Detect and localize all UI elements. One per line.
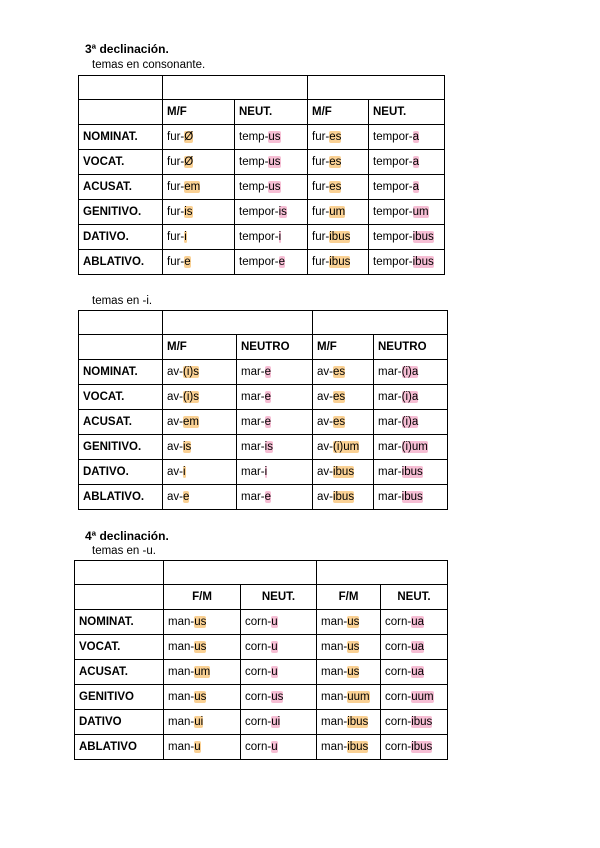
stem: tempor-: [373, 156, 413, 168]
table-top-row: [79, 76, 445, 100]
stem: tempor-: [373, 131, 413, 143]
empty-cell: [79, 311, 163, 335]
stem: av-: [167, 391, 183, 403]
ending-highlight: es: [332, 366, 346, 378]
ending-highlight: e: [182, 491, 190, 503]
ending-highlight: es: [332, 416, 346, 428]
form-cell: [381, 610, 448, 635]
ending-highlight: (i)s: [182, 366, 199, 378]
form-cell: [308, 125, 369, 150]
form-cell: [241, 710, 317, 735]
form-cell: [163, 385, 237, 410]
ending-highlight: em: [184, 181, 201, 193]
table-row: [75, 610, 448, 635]
form-cell: [164, 685, 241, 710]
form-cell: [381, 660, 448, 685]
form-cell: [308, 175, 369, 200]
stem: mar-: [378, 441, 402, 453]
ending-highlight: us: [194, 616, 207, 628]
ending-highlight: ibus: [401, 466, 423, 478]
form-cell: [317, 710, 381, 735]
ending-highlight: Ø: [184, 156, 194, 168]
stem: corn-: [245, 691, 272, 703]
ending-highlight: us: [271, 691, 284, 703]
table-header-row: [75, 585, 448, 610]
form-cell: [235, 225, 308, 250]
stem: mar-: [378, 416, 402, 428]
form-cell: [164, 610, 241, 635]
table-top-row: [75, 561, 448, 585]
form-cell: [317, 660, 381, 685]
stem: temp-: [239, 156, 269, 168]
form-cell: [369, 175, 445, 200]
stem: fur-: [167, 156, 185, 168]
section-subheading-u: temas en -u.: [92, 545, 156, 557]
stem: fur-: [167, 206, 185, 218]
case-label: VOCAT.: [75, 635, 164, 660]
ending-highlight: ui: [194, 716, 204, 728]
table-row: [79, 385, 448, 410]
table-row: [79, 200, 445, 225]
case-label: NOMINAT.: [75, 610, 164, 635]
stem: av-: [317, 491, 333, 503]
form-cell: [241, 635, 317, 660]
stem: av-: [167, 366, 183, 378]
stem: fur-: [312, 181, 330, 193]
stem: av-: [317, 466, 333, 478]
section-heading-3a-declinacion: 3ª declinación.: [85, 42, 169, 56]
ending-highlight: us: [347, 616, 360, 628]
case-label: ACUSAT.: [75, 660, 164, 685]
empty-cell: [313, 311, 448, 335]
case-label: GENITIVO.: [79, 200, 163, 225]
form-cell: [164, 635, 241, 660]
case-label: ACUSAT.: [79, 175, 163, 200]
column-header: M/F: [308, 100, 369, 125]
stem: fur-: [312, 206, 330, 218]
case-label: ACUSAT.: [79, 410, 163, 435]
ending-highlight: is: [278, 206, 287, 218]
table-top-row: [79, 311, 448, 335]
form-cell: [381, 710, 448, 735]
form-cell: [317, 610, 381, 635]
stem: corn-: [385, 641, 412, 653]
table-row: [75, 685, 448, 710]
ending-highlight: (i)a: [401, 366, 419, 378]
ending-highlight: em: [182, 416, 199, 428]
form-cell: [317, 735, 381, 760]
ending-highlight: ibus: [411, 716, 433, 728]
column-header: NEUTRO: [237, 335, 313, 360]
form-cell: [241, 610, 317, 635]
column-header: M/F: [163, 100, 235, 125]
form-cell: [163, 460, 237, 485]
stem: corn-: [245, 716, 272, 728]
empty-cell: [317, 561, 448, 585]
form-cell: [317, 685, 381, 710]
stem: mar-: [241, 466, 265, 478]
stem: av-: [317, 366, 333, 378]
ending-highlight: u: [271, 641, 278, 653]
ending-highlight: us: [194, 691, 207, 703]
form-cell: [313, 460, 374, 485]
column-header: NEUT.: [241, 585, 317, 610]
form-cell: [369, 250, 445, 275]
table-row: [75, 710, 448, 735]
ending-highlight: is: [184, 206, 193, 218]
case-label: DATIVO.: [79, 225, 163, 250]
empty-cell: [163, 76, 308, 100]
table-row: [79, 360, 448, 385]
form-cell: [241, 735, 317, 760]
ending-highlight: um: [329, 206, 346, 218]
case-label: DATIVO: [75, 710, 164, 735]
form-cell: [374, 435, 448, 460]
stem: fur-: [312, 256, 330, 268]
form-cell: [237, 435, 313, 460]
form-cell: [163, 250, 235, 275]
form-cell: [164, 735, 241, 760]
table-row: [75, 660, 448, 685]
ending-highlight: a: [412, 181, 420, 193]
stem: fur-: [167, 131, 185, 143]
form-cell: [163, 200, 235, 225]
form-cell: [163, 175, 235, 200]
ending-highlight: es: [329, 131, 342, 143]
stem: man-: [321, 666, 348, 678]
case-label: ABLATIVO.: [79, 250, 163, 275]
ending-highlight: us: [194, 641, 207, 653]
column-header: [75, 585, 164, 610]
table-row: [79, 410, 448, 435]
stem: mar-: [241, 441, 265, 453]
stem: tempor-: [373, 206, 413, 218]
case-label: GENITIVO: [75, 685, 164, 710]
ending-highlight: ibus: [347, 716, 369, 728]
stem: man-: [321, 691, 348, 703]
table-row: [79, 225, 445, 250]
ending-highlight: i: [278, 231, 282, 243]
form-cell: [163, 125, 235, 150]
form-cell: [163, 485, 237, 510]
ending-highlight: ibus: [401, 491, 423, 503]
stem: man-: [321, 716, 348, 728]
table-row: [79, 150, 445, 175]
ending-highlight: u: [271, 616, 278, 628]
case-label: VOCAT.: [79, 385, 163, 410]
form-cell: [313, 410, 374, 435]
stem: av-: [167, 466, 183, 478]
ending-highlight: (i)s: [182, 391, 199, 403]
ending-highlight: e: [278, 256, 286, 268]
form-cell: [369, 150, 445, 175]
ending-highlight: (i)um: [401, 441, 428, 453]
form-cell: [381, 735, 448, 760]
stem: av-: [167, 441, 183, 453]
form-cell: [241, 685, 317, 710]
ending-highlight: i: [264, 466, 268, 478]
stem: fur-: [312, 156, 330, 168]
ending-highlight: e: [184, 256, 191, 268]
form-cell: [237, 485, 313, 510]
ending-highlight: es: [329, 181, 342, 193]
stem: mar-: [378, 466, 402, 478]
form-cell: [163, 435, 237, 460]
form-cell: [374, 360, 448, 385]
ending-highlight: i: [184, 231, 187, 243]
stem: man-: [321, 616, 348, 628]
form-cell: [369, 125, 445, 150]
ending-highlight: is: [264, 441, 273, 453]
form-cell: [308, 200, 369, 225]
ending-highlight: ibus: [347, 741, 369, 753]
stem: fur-: [167, 256, 185, 268]
form-cell: [313, 385, 374, 410]
stem: fur-: [167, 181, 185, 193]
stem: tempor-: [373, 231, 413, 243]
ending-highlight: us: [268, 156, 281, 168]
form-cell: [235, 175, 308, 200]
section-heading-4a-declinacion: 4ª declinación.: [85, 529, 169, 543]
form-cell: [313, 435, 374, 460]
declension-table-u: [74, 560, 448, 760]
ending-highlight: is: [182, 441, 192, 453]
stem: fur-: [312, 231, 330, 243]
stem: corn-: [385, 691, 412, 703]
table-row: [79, 250, 445, 275]
stem: mar-: [378, 366, 402, 378]
form-cell: [241, 660, 317, 685]
stem: temp-: [239, 131, 269, 143]
form-cell: [235, 125, 308, 150]
column-header: NEUT.: [369, 100, 445, 125]
table-row: [79, 125, 445, 150]
stem: corn-: [245, 616, 272, 628]
stem: temp-: [239, 181, 269, 193]
ending-highlight: (i)a: [401, 416, 419, 428]
ending-highlight: us: [347, 641, 360, 653]
stem: corn-: [385, 666, 412, 678]
case-label: NOMINAT.: [79, 125, 163, 150]
stem: corn-: [245, 641, 272, 653]
empty-cell: [164, 561, 317, 585]
column-header: M/F: [163, 335, 237, 360]
ending-highlight: ua: [411, 616, 424, 628]
declension-table-consonante: [78, 75, 445, 275]
form-cell: [374, 385, 448, 410]
case-label: GENITIVO.: [79, 435, 163, 460]
form-cell: [237, 385, 313, 410]
stem: tempor-: [239, 231, 279, 243]
ending-highlight: us: [268, 181, 281, 193]
form-cell: [308, 250, 369, 275]
form-cell: [374, 460, 448, 485]
stem: mar-: [241, 416, 265, 428]
stem: mar-: [241, 391, 265, 403]
stem: av-: [317, 441, 333, 453]
ending-highlight: us: [347, 666, 360, 678]
table-row: [79, 175, 445, 200]
table-row: [79, 485, 448, 510]
stem: man-: [168, 691, 195, 703]
stem: mar-: [378, 391, 402, 403]
stem: mar-: [378, 491, 402, 503]
form-cell: [237, 460, 313, 485]
ending-highlight: es: [329, 156, 342, 168]
form-cell: [237, 360, 313, 385]
form-cell: [369, 200, 445, 225]
ending-highlight: u: [194, 741, 201, 753]
ending-highlight: ibus: [329, 256, 351, 268]
stem: tempor-: [239, 256, 279, 268]
case-label: NOMINAT.: [79, 360, 163, 385]
stem: corn-: [385, 616, 412, 628]
table-header-row: [79, 335, 448, 360]
form-cell: [237, 410, 313, 435]
ending-highlight: u: [271, 741, 278, 753]
case-label: ABLATIVO.: [79, 485, 163, 510]
ending-highlight: uum: [411, 691, 434, 703]
ending-highlight: e: [264, 366, 272, 378]
table-row: [75, 735, 448, 760]
ending-highlight: Ø: [184, 131, 194, 143]
form-cell: [381, 685, 448, 710]
ending-highlight: ibus: [412, 256, 434, 268]
form-cell: [369, 225, 445, 250]
ending-highlight: e: [264, 416, 272, 428]
empty-cell: [308, 76, 445, 100]
ending-highlight: uum: [347, 691, 370, 703]
table-row: [75, 635, 448, 660]
declension-table-i: [78, 310, 448, 510]
form-cell: [308, 225, 369, 250]
column-header: M/F: [313, 335, 374, 360]
ending-highlight: es: [332, 391, 346, 403]
form-cell: [235, 150, 308, 175]
stem: corn-: [385, 716, 412, 728]
column-header: F/M: [164, 585, 241, 610]
ending-highlight: e: [264, 491, 272, 503]
column-header: [79, 335, 163, 360]
ending-highlight: ua: [411, 666, 424, 678]
ending-highlight: ibus: [329, 231, 351, 243]
ending-highlight: um: [194, 666, 211, 678]
stem: man-: [321, 641, 348, 653]
ending-highlight: ibus: [411, 741, 433, 753]
form-cell: [164, 660, 241, 685]
ending-highlight: u: [271, 666, 278, 678]
ending-highlight: a: [412, 131, 420, 143]
ending-highlight: (i)a: [401, 391, 419, 403]
stem: man-: [168, 641, 195, 653]
stem: fur-: [167, 231, 185, 243]
form-cell: [317, 635, 381, 660]
stem: av-: [317, 391, 333, 403]
ending-highlight: ua: [411, 641, 424, 653]
ending-highlight: ui: [271, 716, 281, 728]
stem: tempor-: [373, 256, 413, 268]
stem: mar-: [241, 366, 265, 378]
ending-highlight: (i)um: [332, 441, 360, 453]
empty-cell: [163, 311, 313, 335]
stem: fur-: [312, 131, 330, 143]
form-cell: [164, 710, 241, 735]
case-label: ABLATIVO: [75, 735, 164, 760]
ending-highlight: e: [264, 391, 272, 403]
table-row: [79, 460, 448, 485]
empty-cell: [75, 561, 164, 585]
form-cell: [313, 360, 374, 385]
ending-highlight: ibus: [332, 466, 355, 478]
form-cell: [381, 635, 448, 660]
ending-highlight: us: [268, 131, 281, 143]
form-cell: [163, 360, 237, 385]
table-row: [79, 435, 448, 460]
stem: corn-: [245, 741, 272, 753]
stem: corn-: [245, 666, 272, 678]
column-header: NEUTRO: [374, 335, 448, 360]
form-cell: [374, 410, 448, 435]
form-cell: [374, 485, 448, 510]
stem: man-: [321, 741, 348, 753]
ending-highlight: ibus: [412, 231, 434, 243]
stem: av-: [167, 491, 183, 503]
empty-cell: [79, 76, 163, 100]
section-subheading-consonante: temas en consonante.: [92, 59, 206, 71]
form-cell: [163, 225, 235, 250]
form-cell: [313, 485, 374, 510]
form-cell: [163, 410, 237, 435]
ending-highlight: i: [182, 466, 186, 478]
form-cell: [235, 250, 308, 275]
stem: mar-: [241, 491, 265, 503]
table-header-row: [79, 100, 445, 125]
stem: tempor-: [373, 181, 413, 193]
ending-highlight: ibus: [332, 491, 355, 503]
case-label: DATIVO.: [79, 460, 163, 485]
section-subheading-i: temas en -i.: [92, 295, 153, 307]
column-header: F/M: [317, 585, 381, 610]
column-header: NEUT.: [235, 100, 308, 125]
stem: man-: [168, 666, 195, 678]
form-cell: [163, 150, 235, 175]
stem: av-: [167, 416, 183, 428]
stem: man-: [168, 616, 195, 628]
stem: av-: [317, 416, 333, 428]
stem: man-: [168, 716, 195, 728]
ending-highlight: a: [412, 156, 420, 168]
column-header: NEUT.: [381, 585, 448, 610]
column-header: [79, 100, 163, 125]
form-cell: [308, 150, 369, 175]
stem: tempor-: [239, 206, 279, 218]
form-cell: [235, 200, 308, 225]
case-label: VOCAT.: [79, 150, 163, 175]
ending-highlight: um: [412, 206, 429, 218]
stem: man-: [168, 741, 195, 753]
stem: corn-: [385, 741, 412, 753]
